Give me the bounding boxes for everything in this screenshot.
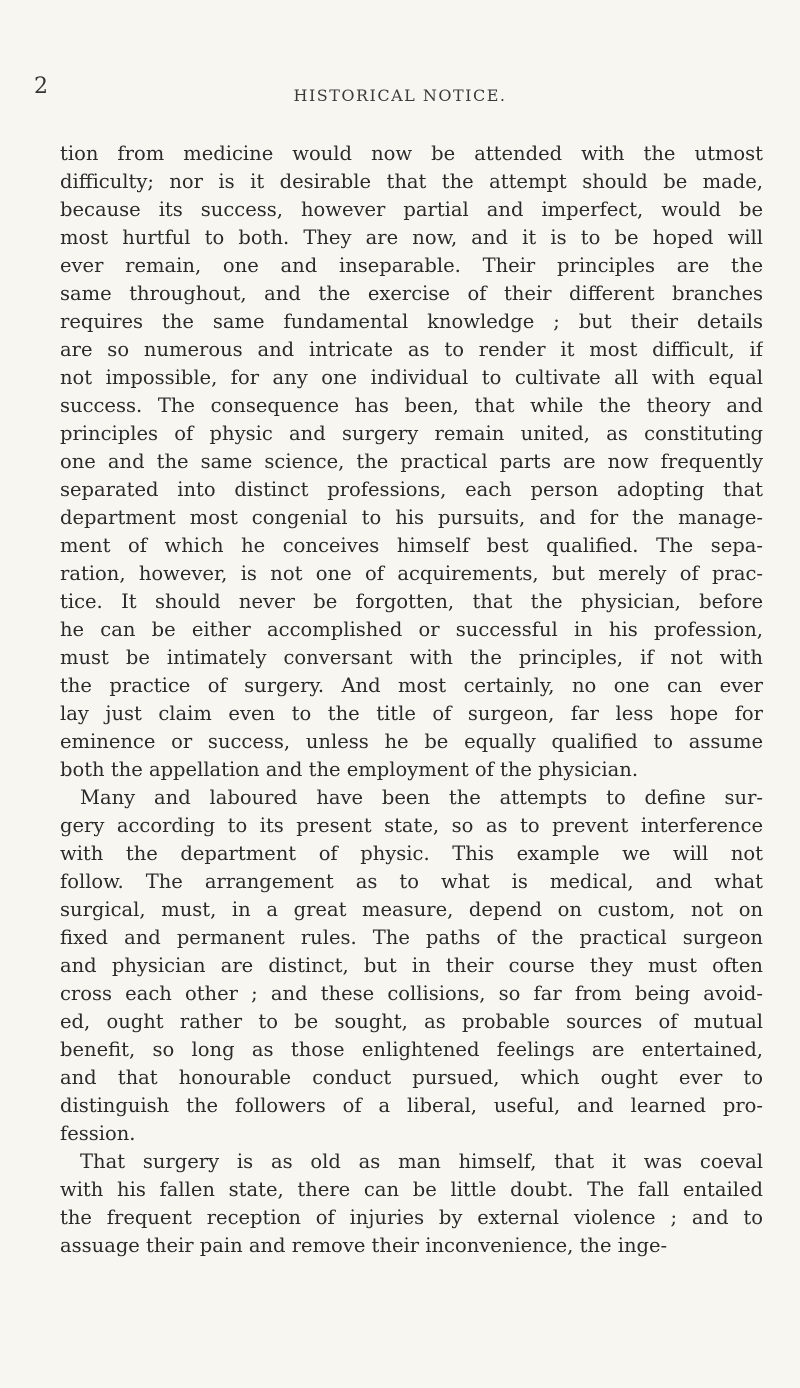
text-line: eminence or success, unless he be equally qualified to assume	[60, 730, 763, 753]
running-head: HISTORICAL NOTICE.	[293, 86, 507, 105]
text-line: are so numerous and intricate as to render it most difficult, if	[60, 338, 763, 361]
text-line: the frequent reception of injuries by external violence ; and to	[60, 1206, 763, 1229]
text-line: fixed and permanent rules. The paths of the practical surgeon	[60, 926, 763, 949]
text-line: most hurtful to both. They are now, and it is to be hoped will	[60, 226, 763, 249]
text-line: success. The consequence has been, that while the theory and	[60, 394, 763, 417]
text-line: department most congenial to his pursuits, and for the manage-	[60, 506, 763, 529]
text-line: ment of which he conceives himself best qualified. The sepa-	[60, 534, 763, 557]
text-line: requires the same fundamental knowledge ; but their details	[60, 310, 763, 333]
text-line: he can be either accomplished or successful in his profession,	[60, 618, 763, 641]
text-line: Many and laboured have been the attempts to define sur-	[80, 786, 763, 809]
text-line: both the appellation and the employment of the physician.	[60, 758, 639, 781]
text-line: with his fallen state, there can be little doubt. The fall entailed	[60, 1178, 763, 1201]
text-line: principles of physic and surgery remain united, as constituting	[60, 422, 763, 445]
text-line: tion from medicine would now be attended with the utmost	[60, 142, 763, 165]
text-line: That surgery is as old as man himself, that it was coeval	[80, 1150, 763, 1173]
text-line: and physician are distinct, but in their course they must often	[60, 954, 763, 977]
text-line: ration, however, is not one of acquirements, but merely of prac-	[60, 562, 763, 585]
text-line: gery according to its present state, so as to prevent interference	[60, 814, 763, 837]
text-line: the practice of surgery. And most certainly, no one can ever	[60, 674, 763, 697]
text-line: same throughout, and the exercise of their different branches	[60, 282, 763, 305]
text-line: benefit, so long as those enlightened feelings are entertained,	[60, 1038, 763, 1061]
body-text	[60, 140, 763, 1260]
text-line: must be intimately conversant with the principles, if not with	[60, 646, 763, 669]
text-line: fession.	[60, 1122, 136, 1145]
text-line: one and the same science, the practical parts are now frequently	[60, 450, 763, 473]
text-line: not impossible, for any one individual to cultivate all with equal	[60, 366, 763, 389]
text-line: distinguish the followers of a liberal, useful, and learned pro-	[60, 1094, 763, 1117]
text-line: surgical, must, in a great measure, depend on custom, not on	[60, 898, 763, 921]
page-number: 2	[34, 74, 48, 99]
text-line: and that honourable conduct pursued, which ought ever to	[60, 1066, 763, 1089]
text-line: separated into distinct professions, each person adopting that	[60, 478, 763, 501]
paragraph	[60, 1148, 763, 1260]
text-line: ed, ought rather to be sought, as probable sources of mutual	[60, 1010, 763, 1033]
text-line: difficulty; nor is it desirable that the attempt should be made,	[60, 170, 763, 193]
text-line: follow. The arrangement as to what is medical, and what	[60, 870, 763, 893]
text-line: ever remain, one and inseparable. Their principles are the	[60, 254, 763, 277]
text-line: because its success, however partial and imperfect, would be	[60, 198, 763, 221]
text-line: assuage their pain and remove their inconvenience, the inge-	[60, 1234, 668, 1257]
text-line: with the department of physic. This example we will not	[60, 842, 763, 865]
text-line: cross each other ; and these collisions, so far from being avoid-	[60, 982, 763, 1005]
text-line: lay just claim even to the title of surgeon, far less hope for	[60, 702, 763, 725]
paragraph	[60, 140, 763, 784]
text-line: tice. It should never be forgotten, that the physician, before	[60, 590, 763, 613]
paragraph	[60, 784, 763, 1148]
